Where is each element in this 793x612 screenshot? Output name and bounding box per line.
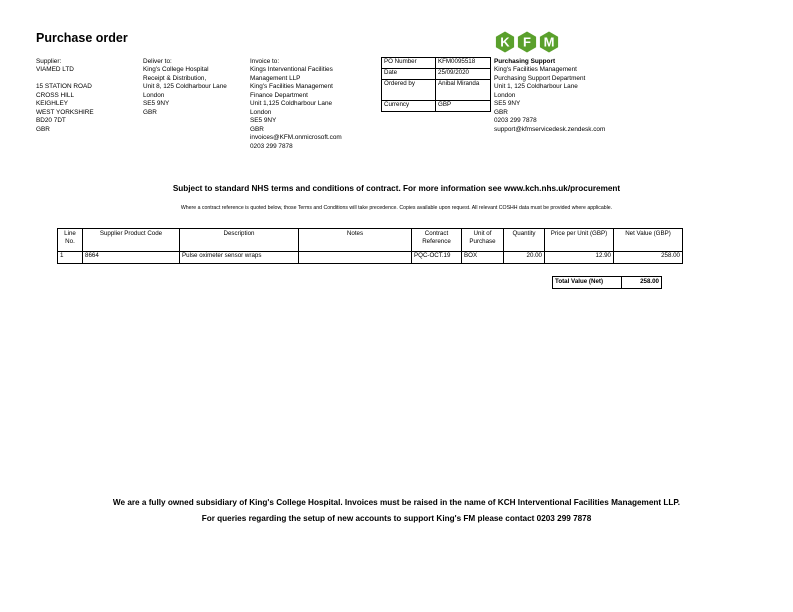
invoice-to-heading: Invoice to: — [250, 58, 280, 65]
invoice-phone: 0203 299 7878 — [250, 142, 293, 150]
po-date-row — [382, 69, 491, 80]
purchasing-line: Purchasing Support Department — [494, 74, 586, 82]
col-header-net-value: Net Value (GBP) — [614, 229, 683, 252]
po-label: Currency — [382, 101, 436, 112]
invoice-to-line: Finance Department — [250, 91, 308, 99]
page-title: Purchase order — [36, 31, 128, 45]
col-header-description: Description — [180, 229, 299, 252]
col-header-quantity: Quantity — [504, 229, 545, 252]
po-info-table — [381, 57, 491, 112]
invoice-to-line: SE5 9NY — [250, 117, 277, 125]
total-label: Total Value (Net) — [553, 277, 622, 289]
purchasing-heading: Purchasing Support — [494, 58, 556, 65]
cell-contract-ref: PQC-OCT.19 — [412, 252, 462, 264]
cell-unit: BOX — [462, 252, 504, 264]
col-header-unit: Unit of Purchase — [462, 229, 504, 252]
po-value: KFM0095518 — [436, 58, 491, 69]
total-table — [552, 276, 662, 289]
deliver-to-line: Receipt & Distribution, — [143, 74, 207, 82]
purchasing-email-link[interactable]: support@kfmservicedesk.zendesk.com — [494, 125, 606, 133]
purchasing-line: GBR — [494, 108, 508, 116]
col-header-notes: Notes — [299, 229, 412, 252]
supplier-line: 15 STATION ROAD — [36, 83, 92, 91]
invoice-to-line: Management LLP — [250, 74, 301, 82]
cell-net-value: 258.00 — [614, 252, 683, 264]
invoice-to-line: GBR — [250, 125, 264, 133]
col-header-contract-ref: Contract Reference — [412, 229, 462, 252]
col-header-price: Price per Unit (GBP) — [545, 229, 614, 252]
supplier-line: GBR — [36, 125, 50, 133]
po-label: Date — [382, 69, 436, 80]
supplier-line: WEST YORKSHIRE — [36, 108, 94, 116]
deliver-to-line: SE5 9NY — [143, 100, 170, 108]
purchasing-line: London — [494, 91, 516, 99]
po-value: GBP — [436, 101, 491, 112]
logo-letter: F — [523, 34, 531, 50]
total-row — [553, 277, 662, 289]
supplier-heading: Supplier: — [36, 58, 62, 65]
col-header-product-code: Supplier Product Code — [83, 229, 180, 252]
logo-letter: K — [500, 34, 510, 50]
po-ordered-by-row — [382, 80, 491, 101]
po-number-row — [382, 58, 491, 69]
purchasing-line: SE5 9NY — [494, 100, 521, 108]
total-value: 258.00 — [622, 277, 662, 289]
terms-precedence-note: Where a contract reference is quoted below, those Terms and Conditions will take precedence. Copies available upon request. All relevant COSHH data must be provided where applicable. — [180, 205, 613, 211]
deliver-to-line: King's College Hospital — [143, 66, 209, 74]
col-header-line-no: Line No. — [58, 229, 83, 252]
table-row — [58, 252, 683, 264]
table-header-row — [58, 229, 683, 252]
purchasing-line: King's Facilities Management — [494, 66, 577, 74]
kfm-logo — [494, 31, 560, 53]
invoice-to-line: Kings Interventional Facilities — [250, 66, 333, 74]
invoice-email-link[interactable]: invoices@KFM.onmicrosoft.com — [250, 134, 342, 142]
supplier-block — [36, 58, 94, 134]
supplier-line: KEIGHLEY — [36, 100, 68, 108]
logo-letter: M — [543, 34, 555, 50]
deliver-to-line: Unit 8, 125 Coldharbour Lane — [143, 83, 227, 91]
invoice-to-line: King's Facilities Management — [250, 83, 333, 91]
cell-price: 12.90 — [545, 252, 614, 264]
po-label: Ordered by — [382, 80, 436, 101]
invoice-to-block — [250, 58, 342, 151]
po-label: PO Number — [382, 58, 436, 69]
po-value: 25/09/2020 — [436, 69, 491, 80]
deliver-to-line: London — [143, 91, 165, 99]
cell-product-code: 8664 — [83, 252, 180, 264]
cell-description: Pulse oximeter sensor wraps — [180, 252, 299, 264]
cell-line-no: 1 — [58, 252, 83, 264]
supplier-name: VIAMED LTD — [36, 66, 74, 74]
deliver-to-line: GBR — [143, 108, 157, 116]
line-items-table — [57, 228, 683, 264]
invoice-to-line: London — [250, 108, 272, 116]
purchasing-phone: 0203 299 7878 — [494, 117, 537, 125]
terms-subject-line: Subject to standard NHS terms and conditions of contract. For more information see www.kch.nhs.uk/procurement — [172, 184, 621, 193]
supplier-line: CROSS HILL — [36, 91, 75, 99]
footer-queries-note: For queries regarding the setup of new accounts to support King's FM please contact 0203 299 7878 — [201, 514, 592, 523]
po-currency-row — [382, 101, 491, 112]
cell-notes — [299, 252, 412, 264]
purchasing-line: Unit 1, 125 Coldharbour Lane — [494, 83, 578, 91]
supplier-line: BD20 7DT — [36, 117, 66, 125]
footer-subsidiary-note: We are a fully owned subsidiary of King's College Hospital. Invoices must be raised in the name of KCH Interventional Facilities Management LLP. — [112, 498, 681, 507]
po-value: Anibal Miranda — [436, 80, 491, 101]
deliver-to-heading: Deliver to: — [143, 58, 172, 65]
invoice-to-line: Unit 1,125 Coldharbour Lane — [250, 100, 333, 108]
deliver-to-block — [143, 58, 227, 117]
cell-quantity: 20.00 — [504, 252, 545, 264]
purchasing-block — [494, 58, 605, 134]
